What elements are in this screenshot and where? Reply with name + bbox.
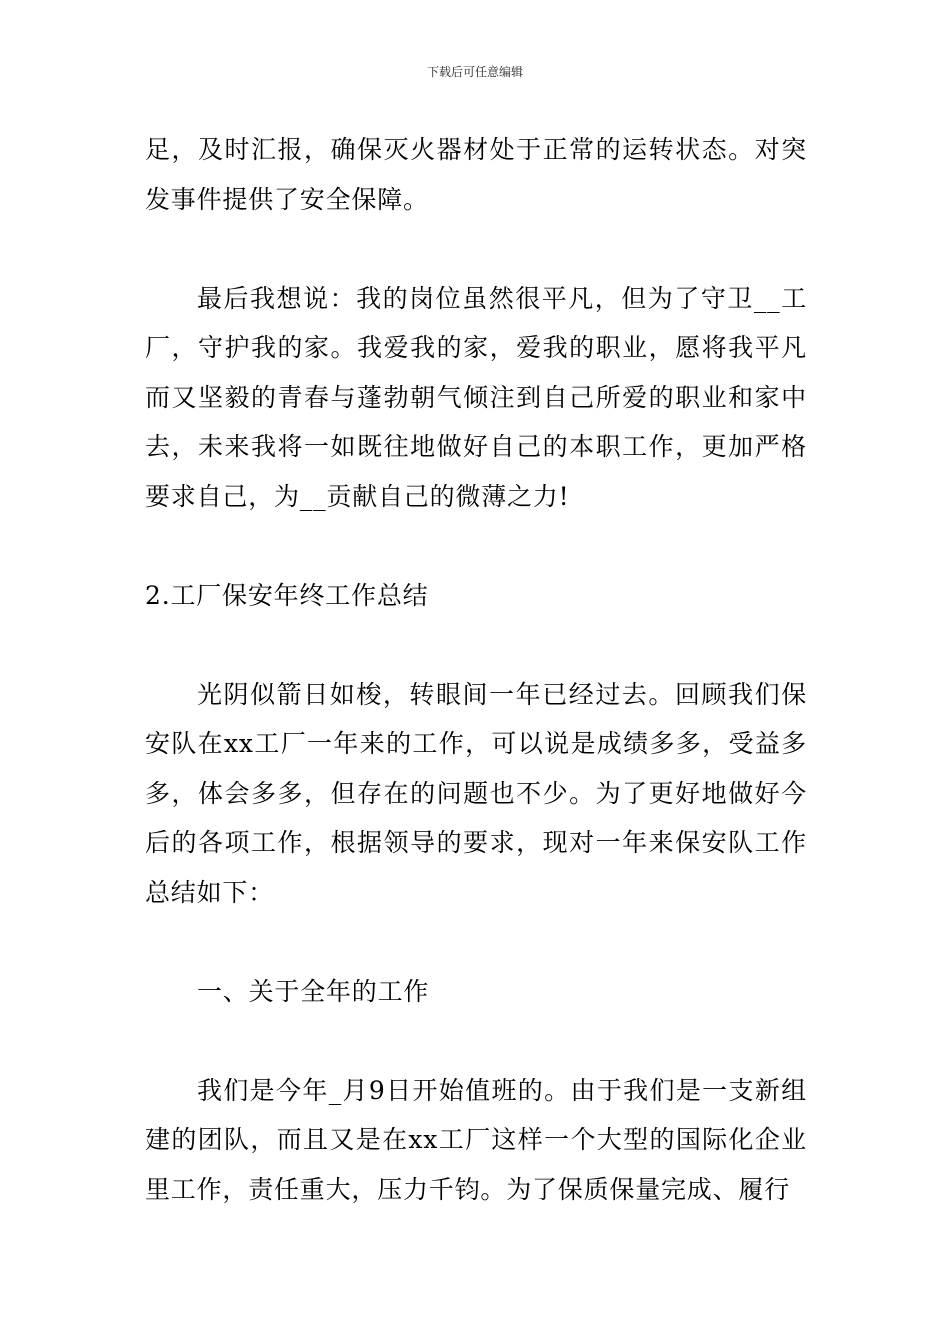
paragraph-intro: 光阴似箭日如梭，转眼间一年已经过去。回顾我们保安队在xx工厂一年来的工作，可以说是成绩多多，受益多多，体会多多，但存在的问题也不少。为了更好地做好今后的各项工作，根据领导的要求，现对一年来保安队工作总结如下： — [145, 679, 807, 907]
paragraph-continuation: 足，及时汇报，确保灭火器材处于正常的运转状态。对突发事件提供了安全保障。 — [145, 135, 807, 214]
document-body — [145, 125, 807, 1214]
paragraph-gap — [145, 917, 807, 967]
page-header: 下载后可任意编辑 — [426, 65, 523, 79]
paragraph-gap — [145, 224, 807, 274]
paragraph-closing-remarks: 最后我想说：我的岗位虽然很平凡，但为了守卫__工厂，守护我的家。我爱我的家，爱我的职业，愿将我平凡而又坚毅的青春与蓬勃朝气倾注到自己所爱的职业和家中去，未来我将一如既往地做好自己的本职工作，更加严格要求自己，为__贡献自己的微薄之力! — [145, 283, 807, 511]
section-heading: 2.工厂保安年终工作总结 — [145, 580, 429, 610]
paragraph-gap — [145, 521, 807, 571]
paragraph-gap — [145, 620, 807, 670]
subsection-heading: 一、关于全年的工作 — [197, 976, 430, 1006]
paragraph-gap — [145, 1016, 807, 1066]
paragraph-work-start: 我们是今年_月9日开始值班的。由于我们是一支新组建的团队，而且又是在xx工厂这样一个大型的国际化企业里工作，责任重大，压力千钧。为了保质保量完成、履行 — [145, 1075, 807, 1204]
